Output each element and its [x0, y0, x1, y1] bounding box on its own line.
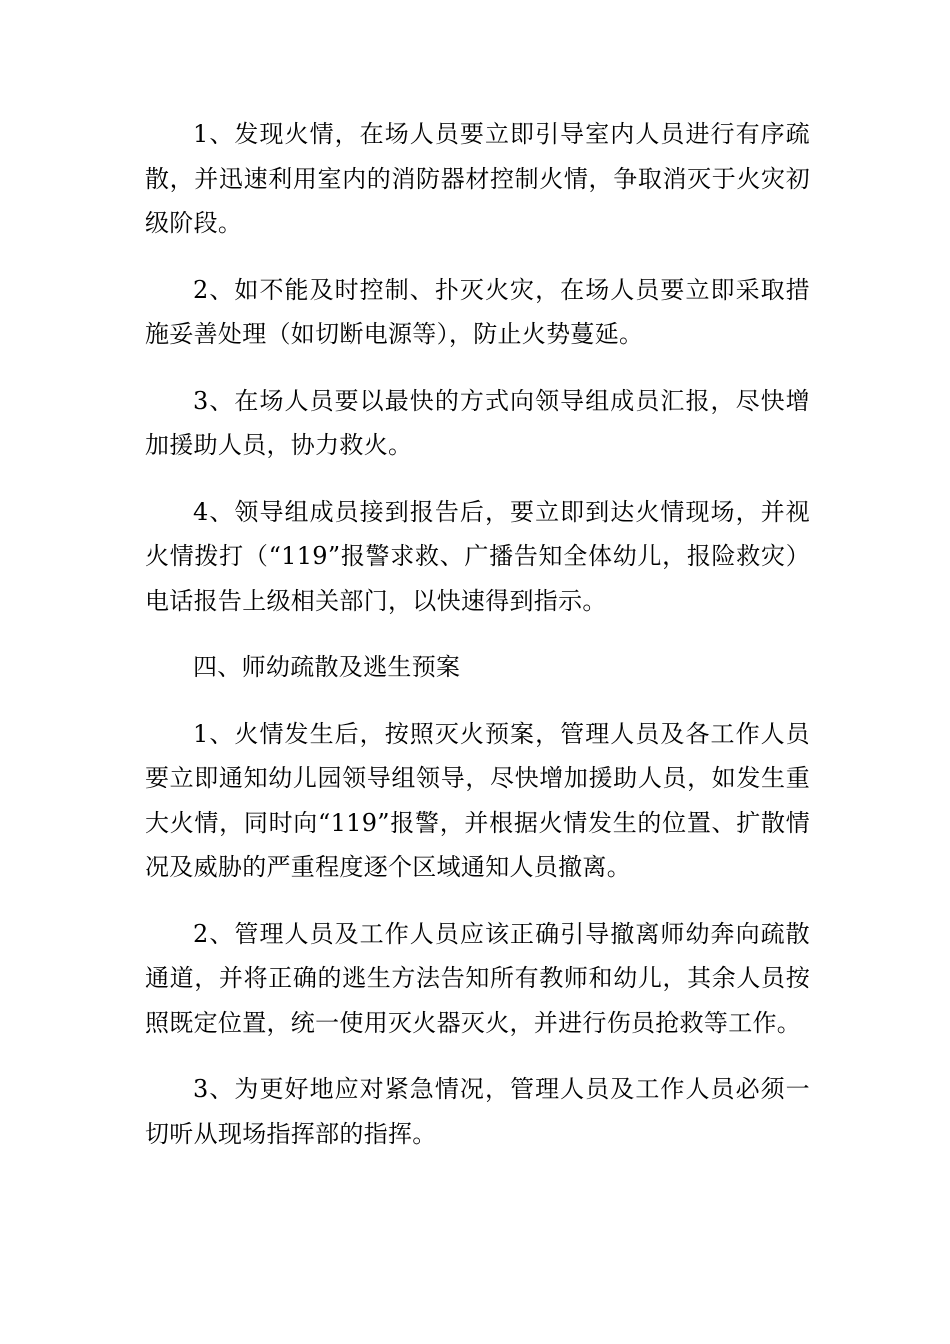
- paragraph-4: 4、领导组成员接到报告后，要立即到达火情现场，并视火情拨打（“119”报警求救、广播告知全体幼儿，报险救灾）电话报告上级相关部门，以快速得到指示。: [145, 497, 810, 615]
- paragraph-5: 1、火情发生后，按照灭火预案，管理人员及各工作人员要立即通知幼儿园领导组领导，尽快增加援助人员，如发生重大火情，同时向“119”报警，并根据火情发生的位置、扩散情况及威胁的严重程度逐个区域通知人员撤离。: [145, 719, 810, 881]
- paragraph-2: 2、如不能及时控制、扑灭火灾，在场人员要立即采取措施妥善处理（如切断电源等），防止火势蔓延。: [145, 275, 810, 348]
- section-heading: 四、师幼疏散及逃生预案: [193, 653, 461, 681]
- paragraph-3: 3、在场人员要以最快的方式向领导组成员汇报，尽快增加援助人员，协力救火。: [145, 386, 810, 459]
- paragraph-1: 1、发现火情，在场人员要立即引导室内人员进行有序疏散，并迅速利用室内的消防器材控制火情，争取消灭于火灾初级阶段。: [145, 120, 810, 237]
- document-body: [145, 112, 810, 1178]
- paragraph-6: 2、管理人员及工作人员应该正确引导撤离师幼奔向疏散通道，并将正确的逃生方法告知所有教师和幼儿，其余人员按照既定位置，统一使用灭火器灭火，并进行伤员抢救等工作。: [145, 919, 810, 1037]
- paragraph-7: 3、为更好地应对紧急情况，管理人员及工作人员必须一切听从现场指挥部的指挥。: [145, 1075, 810, 1148]
